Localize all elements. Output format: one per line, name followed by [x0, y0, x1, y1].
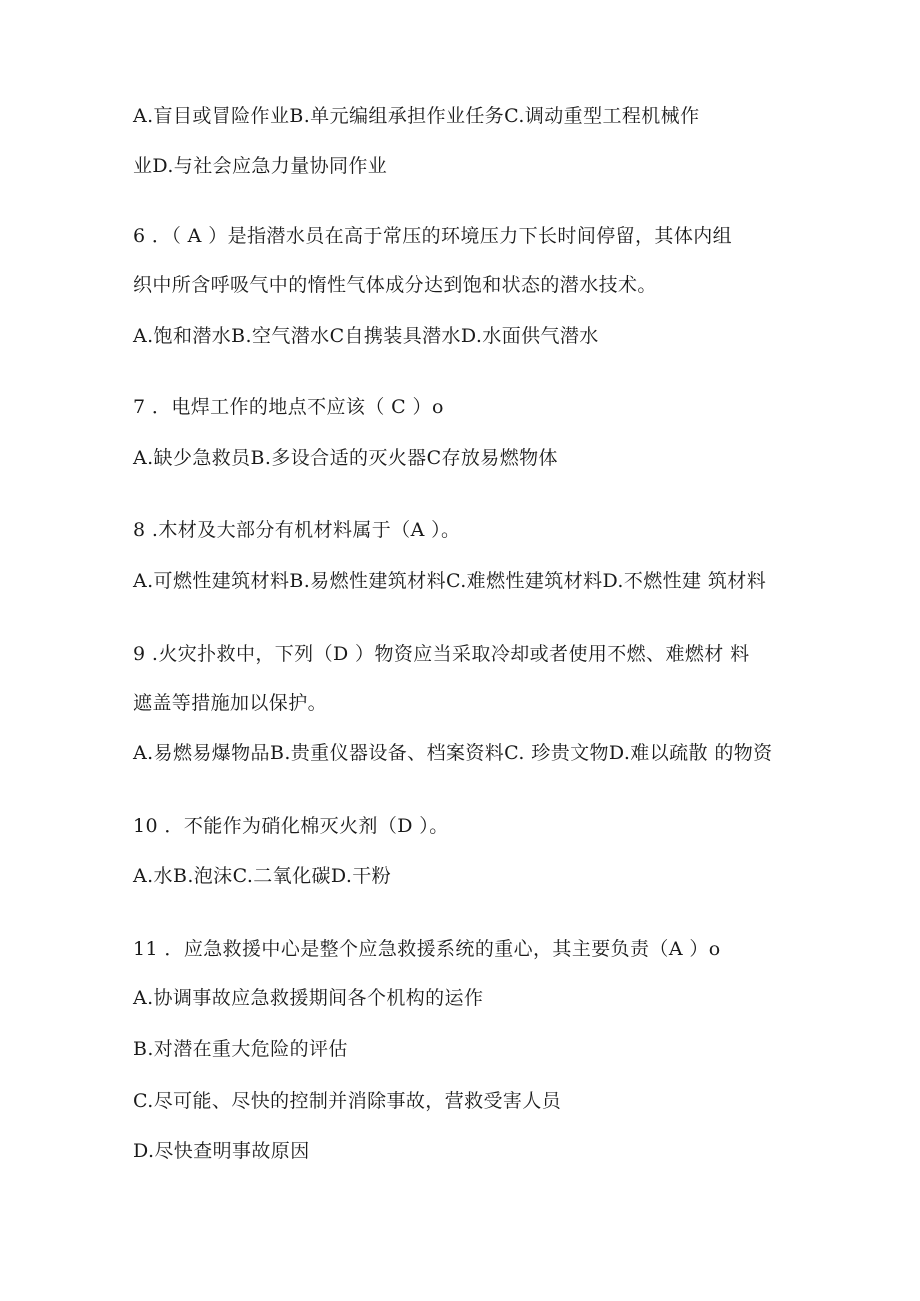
q8-question: 8 .木材及大部分有机材料属于（A ）。	[133, 519, 461, 541]
q8-options: A.可燃性建筑材料B.易燃性建筑材料C.难燃性建筑材料D.不燃性建 筑材料	[133, 570, 767, 592]
q6-question-line-1: 6 ．（ A ）是指潜水员在高于常压的环境压力下长时间停留，其体内组	[133, 225, 733, 247]
q5-options-line-2: 业D.与社会应急力量协同作业	[133, 155, 388, 177]
q11-option-a: A.协调事故应急救援期间各个机构的运作	[133, 987, 484, 1009]
q11-option-d: D.尽快查明事故原因	[133, 1140, 310, 1162]
q6-question-line-2: 织中所含呼吸气中的惰性气体成分达到饱和状态的潜水技术。	[133, 274, 657, 296]
q7-options: A.缺少急救员B.多设合适的灭火器C存放易燃物体	[133, 447, 558, 469]
q10-question: 10 ．不能作为硝化棉灭火剂（D ）。	[133, 815, 449, 837]
q10-options: A.水B.泡沫C.二氧化碳D.干粉	[133, 865, 392, 887]
q6-options: A.饱和潜水B.空气潜水C自携装具潜水D.水面供气潜水	[133, 325, 599, 347]
q11-option-b: B.对潜在重大危险的评估	[133, 1038, 348, 1060]
q7-question: 7 ．电焊工作的地点不应该（ C ）o	[133, 396, 444, 418]
q11-option-c: C.尽可能、尽快的控制并消除事故，营救受害人员	[133, 1090, 562, 1112]
q5-options-line-1: A.盲目或冒险作业B.单元编组承担作业任务C.调动重型工程机械作	[133, 105, 700, 127]
q11-question: 11 ．应急救援中心是整个应急救援系统的重心，其主要负责（A ）o	[133, 938, 721, 960]
q9-question-line-1: 9 .火灾扑救中，下列（D ）物资应当采取冷却或者使用不燃、难燃材 料	[133, 643, 750, 665]
q9-question-line-2: 遮盖等措施加以保护。	[133, 692, 328, 714]
q9-options: A.易燃易爆物品B.贵重仪器设备、档案资料C. 珍贵文物D.难以疏散 的物资	[133, 742, 773, 764]
